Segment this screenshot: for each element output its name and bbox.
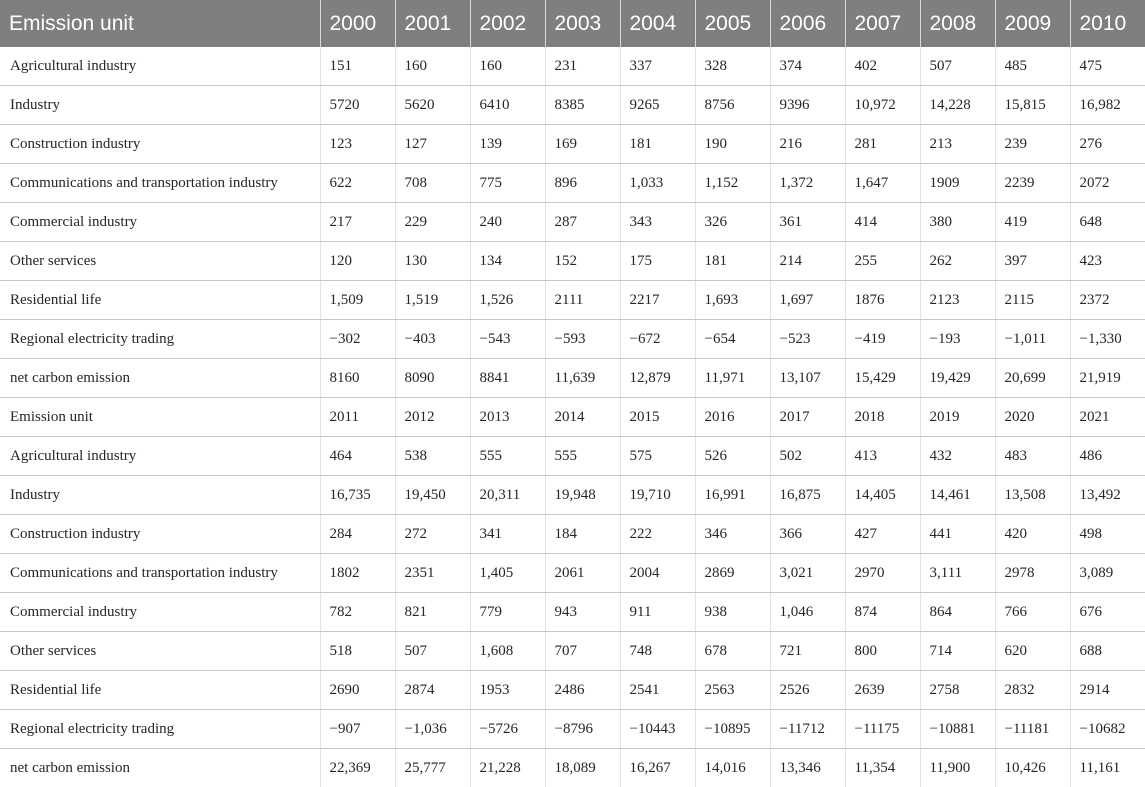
value-cell: 707 (545, 632, 620, 671)
table-row (0, 515, 1145, 554)
value-cell: 181 (695, 242, 770, 281)
value-cell: 216 (770, 125, 845, 164)
value-cell: 2019 (920, 398, 995, 437)
row-label-cell: net carbon emission (0, 749, 320, 787)
value-cell: 361 (770, 203, 845, 242)
value-cell: 16,735 (320, 476, 395, 515)
value-cell: 420 (995, 515, 1070, 554)
value-cell: −10895 (695, 710, 770, 749)
value-cell: 152 (545, 242, 620, 281)
value-cell: 6410 (470, 86, 545, 125)
value-cell: 678 (695, 632, 770, 671)
value-cell: 13,492 (1070, 476, 1145, 515)
value-cell: 2970 (845, 554, 920, 593)
value-cell: 184 (545, 515, 620, 554)
value-cell: 397 (995, 242, 1070, 281)
value-cell: 11,161 (1070, 749, 1145, 787)
value-cell: 620 (995, 632, 1070, 671)
value-cell: 123 (320, 125, 395, 164)
value-cell: −8796 (545, 710, 620, 749)
value-cell: 239 (995, 125, 1070, 164)
header-cell-year: 2000 (320, 0, 395, 47)
value-cell: 2874 (395, 671, 470, 710)
value-cell: 16,991 (695, 476, 770, 515)
table-row (0, 86, 1145, 125)
value-cell: 943 (545, 593, 620, 632)
value-cell: 284 (320, 515, 395, 554)
value-cell: −419 (845, 320, 920, 359)
value-cell: 475 (1070, 47, 1145, 86)
row-label-cell: Commercial industry (0, 593, 320, 632)
header-cell-year: 2008 (920, 0, 995, 47)
value-cell: 2758 (920, 671, 995, 710)
value-cell: 2217 (620, 281, 695, 320)
value-cell: 2017 (770, 398, 845, 437)
value-cell: 341 (470, 515, 545, 554)
value-cell: 779 (470, 593, 545, 632)
value-cell: 222 (620, 515, 695, 554)
value-cell: 518 (320, 632, 395, 671)
value-cell: 2014 (545, 398, 620, 437)
value-cell: 262 (920, 242, 995, 281)
value-cell: −11181 (995, 710, 1070, 749)
value-cell: −672 (620, 320, 695, 359)
value-cell: 464 (320, 437, 395, 476)
value-cell: 19,450 (395, 476, 470, 515)
header-row (0, 0, 1145, 47)
value-cell: 3,021 (770, 554, 845, 593)
table-row (0, 320, 1145, 359)
value-cell: 427 (845, 515, 920, 554)
value-cell: 555 (545, 437, 620, 476)
value-cell: 2832 (995, 671, 1070, 710)
value-cell: 11,900 (920, 749, 995, 787)
value-cell: 874 (845, 593, 920, 632)
table-row (0, 242, 1145, 281)
value-cell: −193 (920, 320, 995, 359)
value-cell: 14,228 (920, 86, 995, 125)
value-cell: 688 (1070, 632, 1145, 671)
value-cell: 2012 (395, 398, 470, 437)
value-cell: 2351 (395, 554, 470, 593)
table-row (0, 281, 1145, 320)
value-cell: 782 (320, 593, 395, 632)
value-cell: 346 (695, 515, 770, 554)
value-cell: 622 (320, 164, 395, 203)
value-cell: 1802 (320, 554, 395, 593)
value-cell: 555 (470, 437, 545, 476)
value-cell: 217 (320, 203, 395, 242)
row-label-cell: net carbon emission (0, 359, 320, 398)
value-cell: 175 (620, 242, 695, 281)
row-label-cell: Industry (0, 476, 320, 515)
value-cell: 441 (920, 515, 995, 554)
value-cell: 708 (395, 164, 470, 203)
value-cell: 2004 (620, 554, 695, 593)
value-cell: 213 (920, 125, 995, 164)
header-cell-year: 2007 (845, 0, 920, 47)
table-row (0, 359, 1145, 398)
header-cell-year: 2005 (695, 0, 770, 47)
value-cell: 414 (845, 203, 920, 242)
value-cell: −403 (395, 320, 470, 359)
value-cell: 366 (770, 515, 845, 554)
value-cell: 721 (770, 632, 845, 671)
value-cell: 25,777 (395, 749, 470, 787)
value-cell: 337 (620, 47, 695, 86)
value-cell: 714 (920, 632, 995, 671)
value-cell: 1953 (470, 671, 545, 710)
value-cell: 20,699 (995, 359, 1070, 398)
value-cell: 2020 (995, 398, 1070, 437)
row-label-cell: Other services (0, 632, 320, 671)
value-cell: −1,011 (995, 320, 1070, 359)
row-label-cell: Other services (0, 242, 320, 281)
value-cell: 2372 (1070, 281, 1145, 320)
value-cell: −5726 (470, 710, 545, 749)
table-row (0, 125, 1145, 164)
value-cell: 13,508 (995, 476, 1070, 515)
value-cell: 343 (620, 203, 695, 242)
value-cell: 229 (395, 203, 470, 242)
value-cell: 374 (770, 47, 845, 86)
value-cell: 12,879 (620, 359, 695, 398)
value-cell: 775 (470, 164, 545, 203)
value-cell: 10,972 (845, 86, 920, 125)
value-cell: 127 (395, 125, 470, 164)
value-cell: 18,089 (545, 749, 620, 787)
table-row (0, 554, 1145, 593)
value-cell: 14,461 (920, 476, 995, 515)
value-cell: −523 (770, 320, 845, 359)
value-cell: 326 (695, 203, 770, 242)
value-cell: 13,346 (770, 749, 845, 787)
value-cell: 14,016 (695, 749, 770, 787)
value-cell: 328 (695, 47, 770, 86)
value-cell: 498 (1070, 515, 1145, 554)
value-cell: 419 (995, 203, 1070, 242)
table-row (0, 398, 1145, 437)
value-cell: 139 (470, 125, 545, 164)
value-cell: 896 (545, 164, 620, 203)
value-cell: 800 (845, 632, 920, 671)
value-cell: 380 (920, 203, 995, 242)
value-cell: 2061 (545, 554, 620, 593)
value-cell: 526 (695, 437, 770, 476)
value-cell: 15,429 (845, 359, 920, 398)
row-label-cell: Regional electricity trading (0, 710, 320, 749)
value-cell: 181 (620, 125, 695, 164)
row-label-cell: Industry (0, 86, 320, 125)
value-cell: 483 (995, 437, 1070, 476)
value-cell: 11,971 (695, 359, 770, 398)
value-cell: 134 (470, 242, 545, 281)
value-cell: 485 (995, 47, 1070, 86)
value-cell: 2690 (320, 671, 395, 710)
value-cell: −10443 (620, 710, 695, 749)
header-cell-year: 2009 (995, 0, 1070, 47)
value-cell: 911 (620, 593, 695, 632)
row-label-cell: Construction industry (0, 125, 320, 164)
value-cell: −10682 (1070, 710, 1145, 749)
value-cell: 2018 (845, 398, 920, 437)
value-cell: 402 (845, 47, 920, 86)
table-row (0, 164, 1145, 203)
value-cell: 2239 (995, 164, 1070, 203)
value-cell: −11712 (770, 710, 845, 749)
value-cell: −593 (545, 320, 620, 359)
value-cell: 14,405 (845, 476, 920, 515)
value-cell: 2115 (995, 281, 1070, 320)
value-cell: 160 (470, 47, 545, 86)
header-cell-year: 2010 (1070, 0, 1145, 47)
value-cell: 287 (545, 203, 620, 242)
row-label-cell: Agricultural industry (0, 47, 320, 86)
value-cell: 19,429 (920, 359, 995, 398)
table-row (0, 710, 1145, 749)
table-row (0, 437, 1145, 476)
value-cell: 16,982 (1070, 86, 1145, 125)
value-cell: 231 (545, 47, 620, 86)
value-cell: 748 (620, 632, 695, 671)
value-cell: 2111 (545, 281, 620, 320)
value-cell: 2869 (695, 554, 770, 593)
value-cell: 1876 (845, 281, 920, 320)
value-cell: 1,693 (695, 281, 770, 320)
value-cell: 423 (1070, 242, 1145, 281)
value-cell: 8090 (395, 359, 470, 398)
value-cell: 1,647 (845, 164, 920, 203)
value-cell: 8160 (320, 359, 395, 398)
value-cell: 507 (920, 47, 995, 86)
value-cell: 432 (920, 437, 995, 476)
value-cell: 15,815 (995, 86, 1070, 125)
value-cell: 255 (845, 242, 920, 281)
value-cell: 2914 (1070, 671, 1145, 710)
value-cell: 2015 (620, 398, 695, 437)
value-cell: 3,111 (920, 554, 995, 593)
table-row (0, 671, 1145, 710)
row-label-cell: Residential life (0, 281, 320, 320)
header-cell-year: 2003 (545, 0, 620, 47)
value-cell: 575 (620, 437, 695, 476)
value-cell: 1,697 (770, 281, 845, 320)
header-cell-label: Emission unit (0, 0, 320, 47)
value-cell: 2123 (920, 281, 995, 320)
value-cell: 276 (1070, 125, 1145, 164)
table-row (0, 749, 1145, 787)
value-cell: 21,228 (470, 749, 545, 787)
value-cell: 1,608 (470, 632, 545, 671)
table-row (0, 203, 1145, 242)
value-cell: 21,919 (1070, 359, 1145, 398)
value-cell: 272 (395, 515, 470, 554)
value-cell: 20,311 (470, 476, 545, 515)
value-cell: 938 (695, 593, 770, 632)
value-cell: 3,089 (1070, 554, 1145, 593)
value-cell: 2639 (845, 671, 920, 710)
value-cell: 5620 (395, 86, 470, 125)
value-cell: 1,405 (470, 554, 545, 593)
table-header (0, 0, 1145, 47)
header-cell-year: 2002 (470, 0, 545, 47)
value-cell: 1909 (920, 164, 995, 203)
value-cell: 2011 (320, 398, 395, 437)
value-cell: 11,354 (845, 749, 920, 787)
row-label-cell: Agricultural industry (0, 437, 320, 476)
value-cell: 13,107 (770, 359, 845, 398)
value-cell: 281 (845, 125, 920, 164)
table-row (0, 476, 1145, 515)
value-cell: 1,509 (320, 281, 395, 320)
value-cell: 648 (1070, 203, 1145, 242)
value-cell: 22,369 (320, 749, 395, 787)
value-cell: 2016 (695, 398, 770, 437)
value-cell: 507 (395, 632, 470, 671)
value-cell: −543 (470, 320, 545, 359)
table-row (0, 47, 1145, 86)
value-cell: 11,639 (545, 359, 620, 398)
value-cell: 120 (320, 242, 395, 281)
row-label-cell: Communications and transportation industry (0, 554, 320, 593)
value-cell: 130 (395, 242, 470, 281)
header-cell-year: 2006 (770, 0, 845, 47)
row-label-cell: Commercial industry (0, 203, 320, 242)
value-cell: −10881 (920, 710, 995, 749)
value-cell: 16,267 (620, 749, 695, 787)
value-cell: 1,519 (395, 281, 470, 320)
value-cell: 2541 (620, 671, 695, 710)
value-cell: 9396 (770, 86, 845, 125)
value-cell: −11175 (845, 710, 920, 749)
value-cell: −907 (320, 710, 395, 749)
value-cell: 1,526 (470, 281, 545, 320)
row-label-cell: Communications and transportation industry (0, 164, 320, 203)
value-cell: 486 (1070, 437, 1145, 476)
value-cell: 10,426 (995, 749, 1070, 787)
value-cell: 1,033 (620, 164, 695, 203)
value-cell: 2978 (995, 554, 1070, 593)
value-cell: 19,710 (620, 476, 695, 515)
value-cell: 1,372 (770, 164, 845, 203)
value-cell: 8841 (470, 359, 545, 398)
table-row (0, 632, 1145, 671)
value-cell: −1,036 (395, 710, 470, 749)
table-body (0, 47, 1145, 787)
row-label-cell: Construction industry (0, 515, 320, 554)
header-cell-year: 2001 (395, 0, 470, 47)
value-cell: 160 (395, 47, 470, 86)
value-cell: 2563 (695, 671, 770, 710)
value-cell: 864 (920, 593, 995, 632)
value-cell: 1,152 (695, 164, 770, 203)
row-label-cell: Emission unit (0, 398, 320, 437)
value-cell: 2013 (470, 398, 545, 437)
value-cell: 151 (320, 47, 395, 86)
value-cell: 2486 (545, 671, 620, 710)
header-cell-year: 2004 (620, 0, 695, 47)
value-cell: 766 (995, 593, 1070, 632)
value-cell: 5720 (320, 86, 395, 125)
value-cell: −654 (695, 320, 770, 359)
row-label-cell: Regional electricity trading (0, 320, 320, 359)
value-cell: 2072 (1070, 164, 1145, 203)
value-cell: 19,948 (545, 476, 620, 515)
value-cell: 240 (470, 203, 545, 242)
value-cell: 413 (845, 437, 920, 476)
value-cell: 502 (770, 437, 845, 476)
value-cell: 676 (1070, 593, 1145, 632)
value-cell: 1,046 (770, 593, 845, 632)
value-cell: −302 (320, 320, 395, 359)
value-cell: 8756 (695, 86, 770, 125)
value-cell: 169 (545, 125, 620, 164)
value-cell: 214 (770, 242, 845, 281)
table-row (0, 593, 1145, 632)
value-cell: 190 (695, 125, 770, 164)
value-cell: 9265 (620, 86, 695, 125)
value-cell: 2526 (770, 671, 845, 710)
value-cell: −1,330 (1070, 320, 1145, 359)
value-cell: 538 (395, 437, 470, 476)
value-cell: 821 (395, 593, 470, 632)
value-cell: 16,875 (770, 476, 845, 515)
value-cell: 2021 (1070, 398, 1145, 437)
row-label-cell: Residential life (0, 671, 320, 710)
value-cell: 8385 (545, 86, 620, 125)
